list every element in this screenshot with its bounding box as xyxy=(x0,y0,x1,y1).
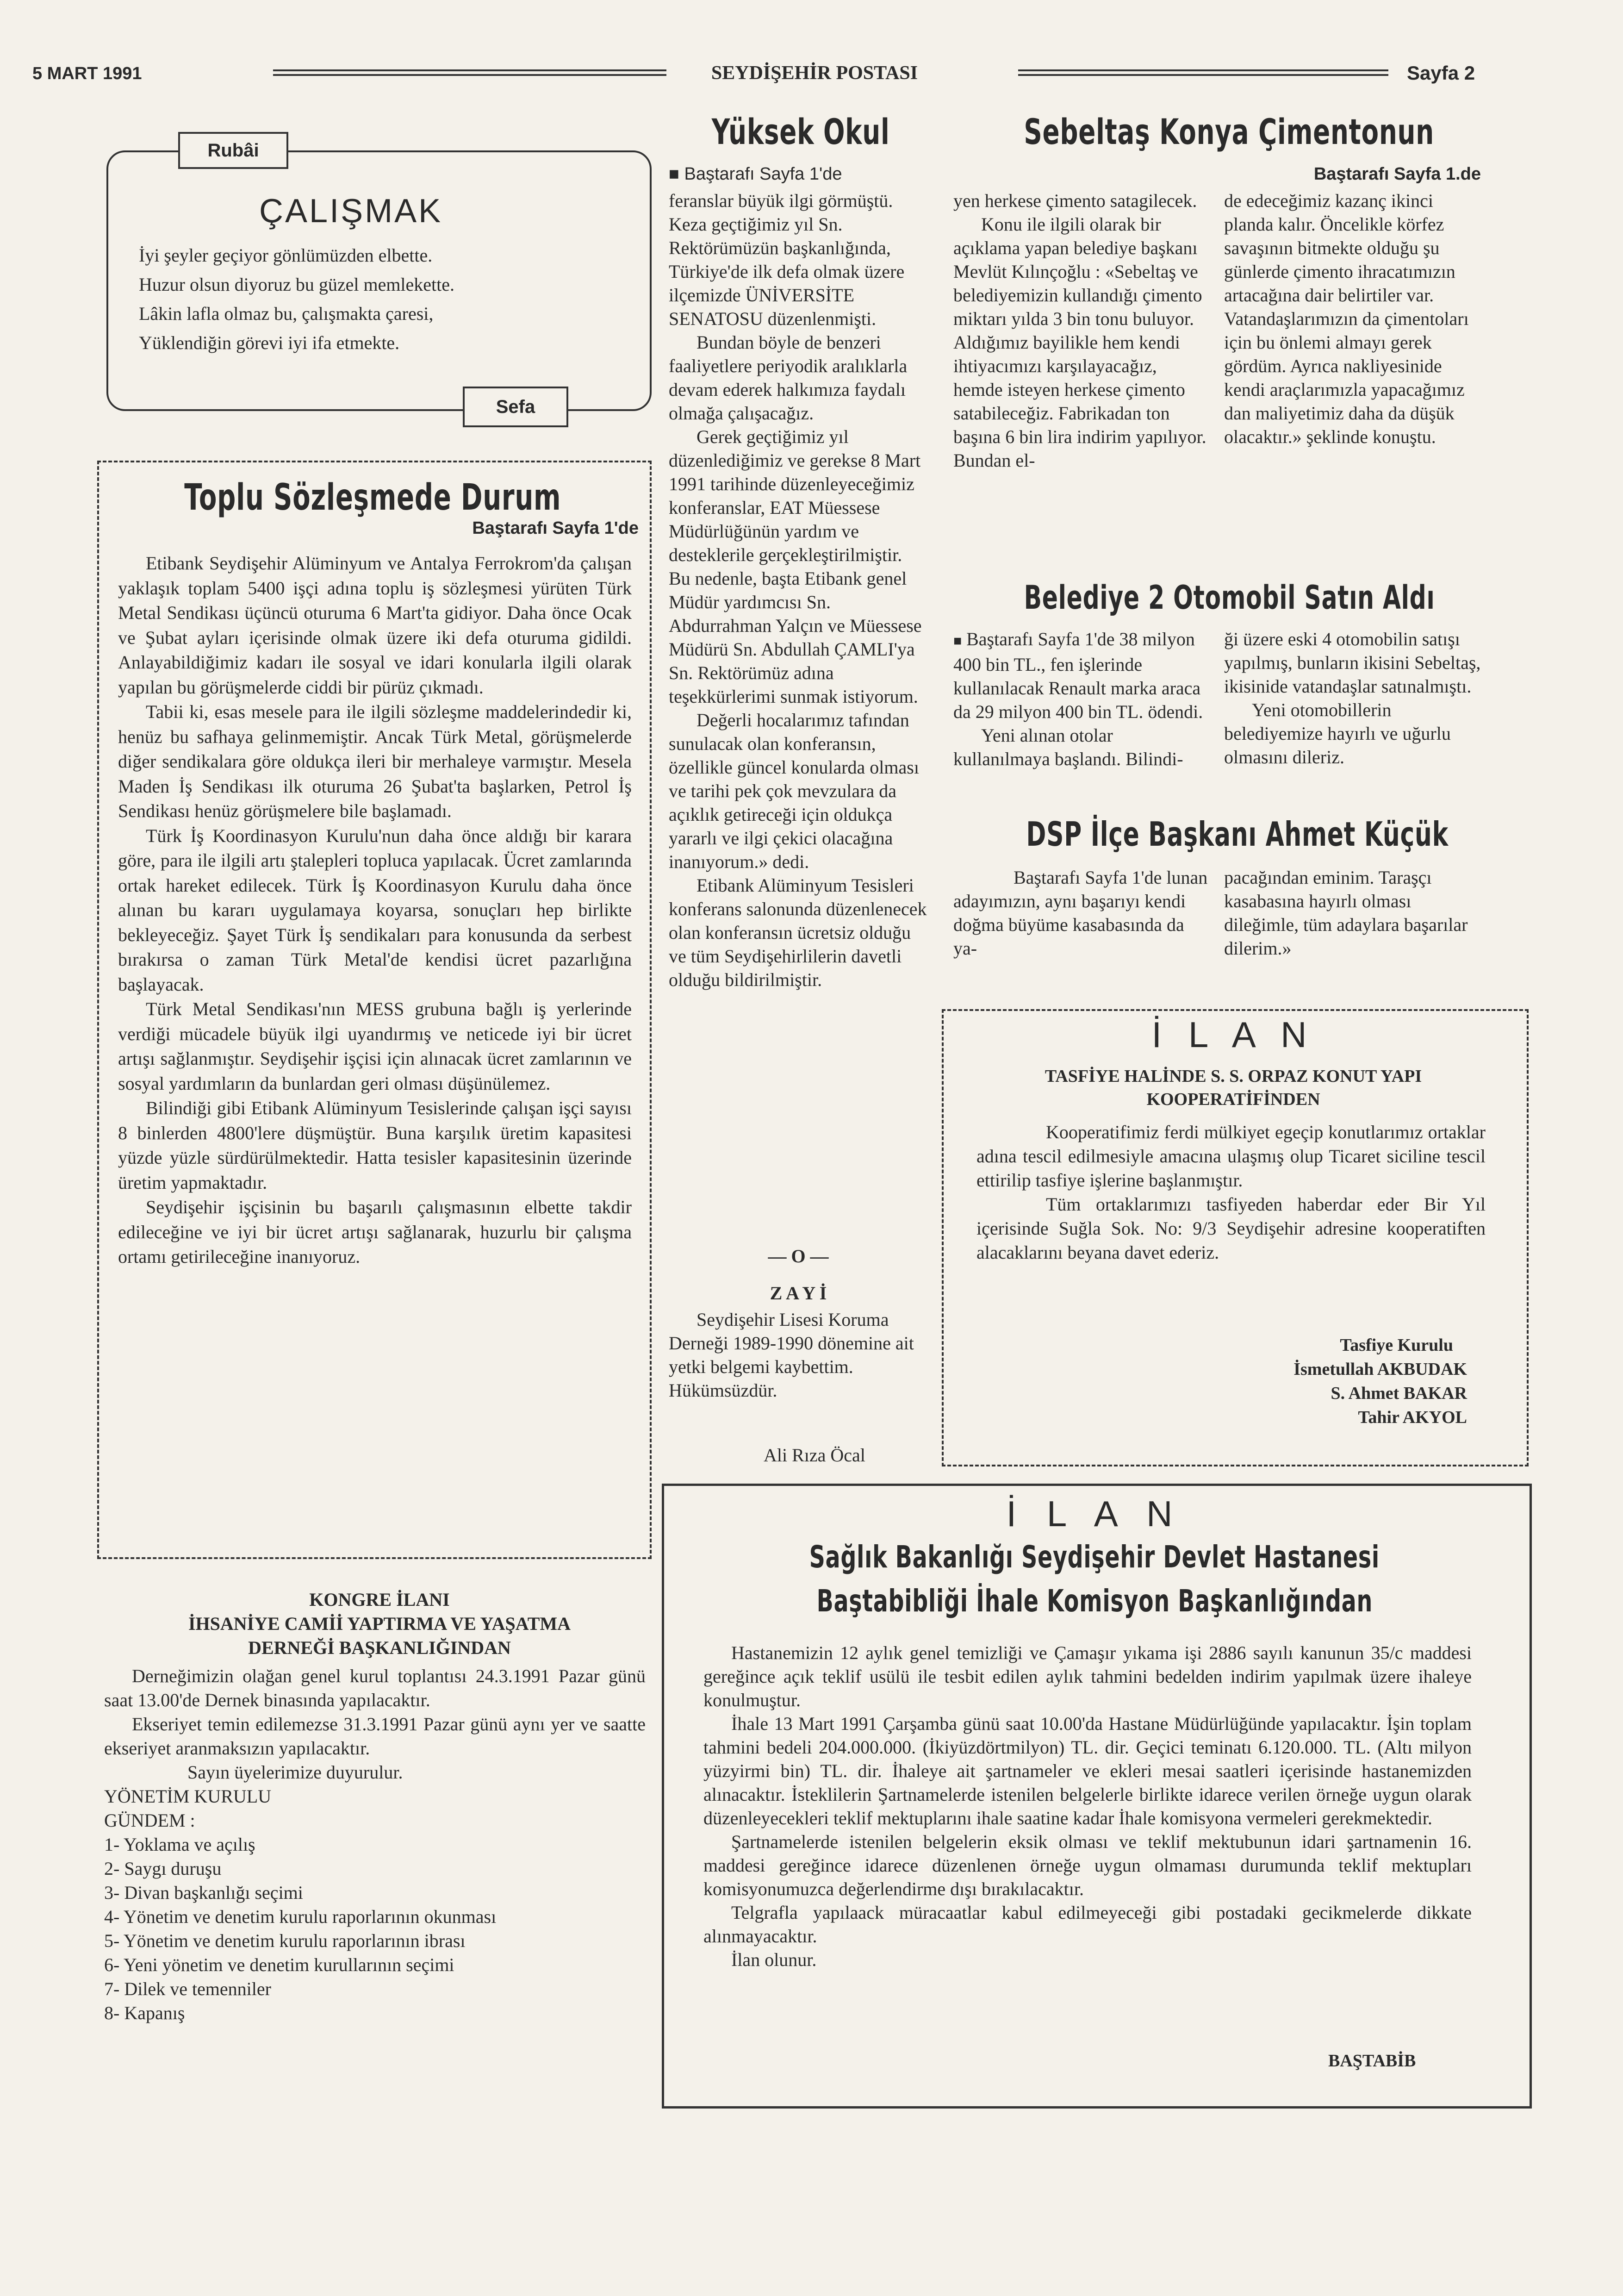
sebeltas-paragraph: yen herkese çimento satagilecek. xyxy=(953,190,1197,211)
kongre-paragraph: Derneğimizin olağan genel kurul toplantısı 24.3.1991 Pazar günü saat 13.00'de Dernek binasında yapılacaktır. xyxy=(104,1666,646,1710)
belediye-title: Belediye 2 Otomobil Satın Aldı xyxy=(1024,579,1435,617)
ilan2-body xyxy=(703,1641,1472,1972)
dsp-col1: Baştarafı Sayfa 1'de lunan adayımızın, aynı başarıyı kendi doğma büyüme kasabasında da ya- xyxy=(953,867,1208,959)
toplu-body xyxy=(118,551,632,1269)
sebeltas-title: Sebeltaş Konya Çimentonun xyxy=(1024,111,1434,152)
agenda-item: 1- Yoklama ve açılış xyxy=(104,1834,255,1855)
kongre-org-line2: DERNEĞİ BAŞKANLIĞINDAN xyxy=(248,1637,511,1658)
rubai-line: İyi şeyler geçiyor gönlümüzden elbette. xyxy=(139,245,433,266)
belediye-paragraph: Yeni otomobillerin belediyemize hayırlı ve uğurlu olmasını dileriz. xyxy=(1224,699,1451,767)
agenda-item: 4- Yönetim ve denetim kurulu raporlarının okunması xyxy=(104,1906,497,1927)
ilan2-paragraph: Telgrafla yapılaack müracaatlar kabul edilmeyeceği gibi postadaki gecikmelerde dikkate alınmayacaktır. xyxy=(703,1902,1472,1947)
ilan2-title: İ L A N xyxy=(1006,1493,1183,1534)
ilan1-sign-name: İsmetullah AKBUDAK xyxy=(1293,1360,1467,1379)
ilan2-sign: BAŞTABİB xyxy=(1328,2051,1416,2071)
toplu-title-wrap xyxy=(97,477,648,518)
ilan2-head1-wrap xyxy=(662,1539,1527,1575)
ilan2-head2-wrap xyxy=(662,1583,1527,1619)
ilan1-title: İ L A N xyxy=(1151,1014,1315,1055)
agenda-item: 5- Yönetim ve denetim kurulu raporlarının ibrası xyxy=(104,1930,466,1951)
kongre-sign: YÖNETİM KURULU xyxy=(104,1786,272,1807)
kongre-announce: Sayın üyelerimize duyurulur. xyxy=(187,1762,403,1783)
ilan2-heading-line1: Sağlık Bakanlığı Seydişehir Devlet Hastanesi xyxy=(809,1539,1380,1575)
agenda-item: 7- Dilek ve temenniler xyxy=(104,1978,271,1999)
ilan2-heading-line2: Baştabibliği İhale Komisyon Başkanlığından xyxy=(816,1583,1373,1619)
toplu-paragraph: Türk Metal Sendikası'nın MESS grubuna bağlı iş yerlerinde verdiği mücadele büyük ilgi uyandırmış ve neticede iyi bir ücret artışı sağlanmıştır. Seydişehir işçisi için alınacak ücret zamlarının ve sosyal yardımların da bunlardan geri olması düşünülemez. xyxy=(118,998,632,1094)
ilan2-paragraph: Hastanemizin 12 aylık genel temizliği ve Çamaşır yıkama işi 2886 sayılı kanunun 35/c maddesi gereğince açık teklif usülü ile tesbit edilen aylık tahmini bedelden indirim yapılmak üzere ihaleye konulmuştur. xyxy=(703,1642,1472,1710)
sebeltas-continued: Baştarafı Sayfa 1.de xyxy=(1313,164,1481,184)
kongre-org-line1: İHSANİYE CAMİİ YAPTIRMA VE YAŞATMA xyxy=(188,1613,571,1634)
agenda-item: 2- Saygı duruşu xyxy=(104,1858,222,1879)
toplu-paragraph: Bilindiği gibi Etibank Alüminyum Tesislerinde çalışan işçi sayısı 8 binlerden 4800'lere düşmüştür. Buna karşılık üretim kapasitesi yüzde yüzle sürdürülmektedir. Hatta tesisler kapasitesinin üzerinde üretim yapmaktadır. xyxy=(118,1098,632,1193)
yuksek-paragraph: Bundan böyle de benzeri faaliyetlere periyodik aralıklarla devam ederek halkımıza faydalı olmağa çalışacağız. xyxy=(669,332,908,424)
belediye-title-wrap xyxy=(944,579,1509,617)
sebeltas-title-wrap xyxy=(944,111,1509,152)
toplu-title: Toplu Sözleşmede Durum xyxy=(184,477,561,518)
ilan2-paragraph: İhale 13 Mart 1991 Çarşamba günü saat 10.00'da Hastane Müdürlüğünde yapılacaktır. İşin toplam tahmini bedeli 204.000.000. (İkiyüzdörtmilyon) TL. dir. Geçici teminatı 6.120.000. TL. (Altı milyon yüzyirmi bin) TL. dir. İhaleye ait şartnameler ve ekleri mesai saatleri içerisinde hastanemizden alınacaktır. İsteklilerin Şartnamelerde istenilen belgelerle birlikte idarece verilen örneğe uygun olarak düzenleyecekleri teklif mektuplarını ihale saatine kadar İhale komisyona vermeleri gerekmektedir. xyxy=(703,1713,1472,1828)
yuksek-paragraph: Gerek geçtiğimiz yıl düzenlediğimiz ve gerekse 8 Mart 1991 tarihinde düzenleyeceğimiz konferanslar, EAT Müessese Müdürlüğünün yardım ve desteklerile gerçekleştirilmiştir. Bu nedenle, başta Etibank genel Müdür yardımcısı Sn. Abdurrahman Yalçın ve Müessese Müdürü Sn. Abdullah ÇAMLI'ya Sn. Rektörümüz adına teşekkürlerimi sunmak istiyorum. xyxy=(669,426,922,707)
toplu-paragraph: Seydişehir işçisinin bu başarılı çalışmasının elbette takdir edileceğine ve iyi bir ücret artışı sağlanarak, huzurlu bir çalışma ortamı getirileceğine inanıyoruz. xyxy=(118,1197,632,1267)
zayi-sign: Ali Rıza Öcal xyxy=(764,1445,865,1466)
kongre-heading xyxy=(106,1588,653,1660)
agenda-item: 8- Kapanış xyxy=(104,2003,185,2023)
dsp-title: DSP İlçe Başkanı Ahmet Küçük xyxy=(1026,815,1449,854)
yuksek-paragraph: Değerli hocalarımız tafından sunulacak olan konferansın, özellikle güncel konularda olması ve tarihi pek çok mevzulara da açıklık getireceği için oldukça yararlı ve ilgi çekici olacağına inanıyorum.» dedi. xyxy=(669,710,919,872)
yuksek-paragraph: Etibank Alüminyum Tesisleri konferans salonunda düzenlenecek olan konferansın ücretsiz olduğu ve tüm Seydişehirlilerin davetli olduğu bildirilmiştir. xyxy=(669,875,927,990)
ilan1-signatures xyxy=(1226,1333,1467,1429)
rubai-lines xyxy=(139,241,454,357)
rubai-author: Sefa xyxy=(463,387,568,427)
kongre-title: KONGRE İLANI xyxy=(309,1589,450,1610)
ilan2-paragraph: İlan olunur. xyxy=(731,1949,817,1970)
sebeltas-col1 xyxy=(953,189,1210,472)
zayi-separator: — O — xyxy=(768,1246,829,1267)
ilan1-paragraph: Kooperatifimiz ferdi mülkiyet egeçip konutlarımız ortaklar adına tescil edilmesiyle amacına ulaşmış olup Ticaret siciline tescil ettirilip tasfiye işlerine başlanmıştır. xyxy=(976,1122,1486,1191)
yuksek-paragraph: feranslar büyük ilgi görmüştü. Keza geçtiğimiz yıl Sn. Rektörümüzün başkanlığında, Türkiye'de ilk defa olmak üzere ilçemizde ÜNİVERSİTE SENATOSU düzenlenmişti. xyxy=(669,190,905,329)
ilan1-paragraph: Tüm ortaklarımızı tasfiyeden haberdar eder Bir Yıl içerisinde Suğla Sok. No: 9/3 Seydişehir adresine kooperatiften alacaklarını beyana davet ederiz. xyxy=(976,1194,1486,1263)
ilan1-sign-title: Tasfiye Kurulu xyxy=(1340,1335,1453,1355)
sebeltas-paragraph: Konu ile ilgili olarak bir açıklama yapan belediye başkanı Mevlüt Kılınçoğlu : «Sebeltaş ve belediyemizin kullandığı çimento miktarı yılda 3 bin tonu buluyor. Aldığımız bayiliklе hem kendi ihtiyacımızı karşılayacağız, hemde isteyen herkese çimento satabileceğiz. Fabrikadan ton başına 6 bin lira indirim yapılıyor. Bundan el- xyxy=(953,214,1206,471)
kongre-body xyxy=(104,1664,646,2025)
bullet-icon: ■ xyxy=(669,164,679,184)
header-paper-name: SEYDİŞEHİR POSTASI xyxy=(711,62,918,84)
rubai-line: Huzur olsun diyoruz bu güzel memlekette. xyxy=(139,274,455,295)
rubai-line: Yüklendiğin görevi iyi ifa etmekte. xyxy=(139,332,400,353)
toplu-paragraph: Etibank Seydişehir Alüminyum ve Antalya Ferrokrom'da çalışan yaklaşık toplam 5400 işçi adına toplu iş sözleşmesi yürüten Türk Metal Sendikası üçüncü oturuma 6 Mart'ta gidiyor. Daha önce Ocak ve Şubat ayları içerisinde olmak üzere iki defa oturuma gidildi. Anlayabildiğimiz kadarı ile sosyal ve idari konularla ilgili olarak yapılan bu görüşmelerde ciddi bir pürüz çıkmadı. xyxy=(118,553,632,698)
ilan1-sub-line1: TASFİYE HALİNDE S. S. ORPAZ KONUT YAPI xyxy=(1045,1067,1422,1086)
rubai-tag: Rubâi xyxy=(178,132,288,169)
kongre-agenda-title: GÜNDEM : xyxy=(104,1810,195,1831)
belediye-paragraph: Baştarafı Sayfa 1'de 38 milyon 400 bin TL., fen işlerinde kullanılacak Renault marka araca da 29 milyon 400 bin TL. ödendi. xyxy=(953,629,1203,722)
ilan1-sub xyxy=(942,1065,1525,1111)
yuksek-title-wrap xyxy=(657,111,944,152)
kongre-paragraph: Ekseriyet temin edilemezse 31.3.1991 Pazar günü aynı yer ve saatte ekseriyet aranmaksızın yapılacaktır. xyxy=(104,1714,646,1759)
zayi-text: Seydişehir Lisesi Koruma Derneği 1989-1990 dönemine ait yetki belgemi kaybettim. Hükümsüzdür. xyxy=(669,1309,914,1401)
sebeltas-col2 xyxy=(1224,189,1483,449)
belediye-col2 xyxy=(1224,627,1483,769)
yuksek-title: Yüksek Okul xyxy=(711,111,890,152)
toplu-continued: Baştarafı Sayfa 1'de xyxy=(472,518,639,538)
ilan2-paragraph: Şartnamelerde istenilen belgelerin eksik olması ve teklif mektubunun idari şartnamenin 16. maddesi gereğince idarece düzenlenen örneğe uygun olmaması durumunda teklif mektupları komisyonumuzca değerlendirme dışı bırakılacaktır. xyxy=(703,1831,1472,1899)
belediye-paragraph: ği üzere eski 4 otomobilin satışı yapılmış, bunların ikisini Sebeltaş, ikisinide vatandaşlar satınalmıştı. xyxy=(1224,629,1481,697)
header-date: 5 MART 1991 xyxy=(32,64,142,83)
ilan1-sign-name: Tahir AKYOL xyxy=(1358,1408,1467,1427)
header-rule-left xyxy=(273,69,666,76)
yuksek-continued-row xyxy=(669,164,842,184)
agenda-item: 3- Divan başkanlığı seçimi xyxy=(104,1882,303,1903)
sebeltas-paragraph: de edeceğimiz kazanç ikinci planda kalır. Öncelikle körfez savaşının bitmekte olduğu şu günlerde çimento ihracatımızın artacağına dair belirtiler var. Vatandaşlarımızın da çimentoları için bu önlemi almayı gerek gördüm. Ayrıca nakliyesinide kendi araçlarımızla yapacağımız dan maliyetimiz daha da düşük olacaktır.» şeklinde konuştu. xyxy=(1224,190,1469,447)
dsp-col2: pacağından eminim. Taraşçı kasabasına hayırlı olması dileğimle, tüm adaylara başarılar dilerim.» xyxy=(1224,867,1468,959)
ilan1-sign-name: S. Ahmet BAKAR xyxy=(1331,1384,1467,1403)
header-page-number: Sayfa 2 xyxy=(1407,62,1475,84)
toplu-paragraph: Tabii ki, esas mesele para ile ilgili sözleşme maddelerindedir ki, henüz bu safhaya gelinmemiştir. Ancak Türk Metal, görüşmelerde diğer sendikalara göre oldukça ileri bir merhaleye varmıştır. Mesela Maden İş Sendikası ilk oturuma 26 Şubat'ta başlarken, Petrol İş Sendikası henüz görüşmelere bile başlamadı. xyxy=(118,701,632,821)
agenda-item: 6- Yeni yönetim ve denetim kurullarının seçimi xyxy=(104,1954,454,1975)
zayi-title: Z A Y İ xyxy=(770,1283,827,1304)
yuksek-continued: Baştarafı Sayfa 1'de xyxy=(684,164,842,184)
yuksek-body xyxy=(669,189,928,992)
belediye-paragraph: Yeni alınan otolar kullanılmaya başlandı. Bilindi- xyxy=(953,725,1183,769)
belediye-col1 xyxy=(953,627,1210,771)
dsp-title-wrap xyxy=(944,815,1509,854)
rubai-title: ÇALIŞMAK xyxy=(259,193,443,230)
ilan1-body xyxy=(976,1120,1486,1265)
rubai-line: Lâkin lafla olmaz bu, çalışmakta çaresi, xyxy=(139,303,434,324)
toplu-paragraph: Türk İş Koordinasyon Kurulu'nun daha önce aldığı bir karara göre, para ile ilgili artı ştalepleri topluca yapılacak. Ücret zamlarında ortak hareket edilecek. Türk İş Koordinasyon Kurulu daha önce alınan bu kararı uygulamaya koyarsa, sonuçları hep birlikte bekleyeceğiz. Şayet Türk İş sendikaları para konusunda da serbest bırakırsa o zaman Türk Metal'de kendisi ücret pazarlığına başlayacak. xyxy=(118,825,632,995)
ilan1-sub-line2: KOOPERATİFİNDEN xyxy=(1146,1090,1320,1109)
bullet-icon: ■ xyxy=(953,633,962,649)
header-rule-right xyxy=(1018,69,1388,76)
